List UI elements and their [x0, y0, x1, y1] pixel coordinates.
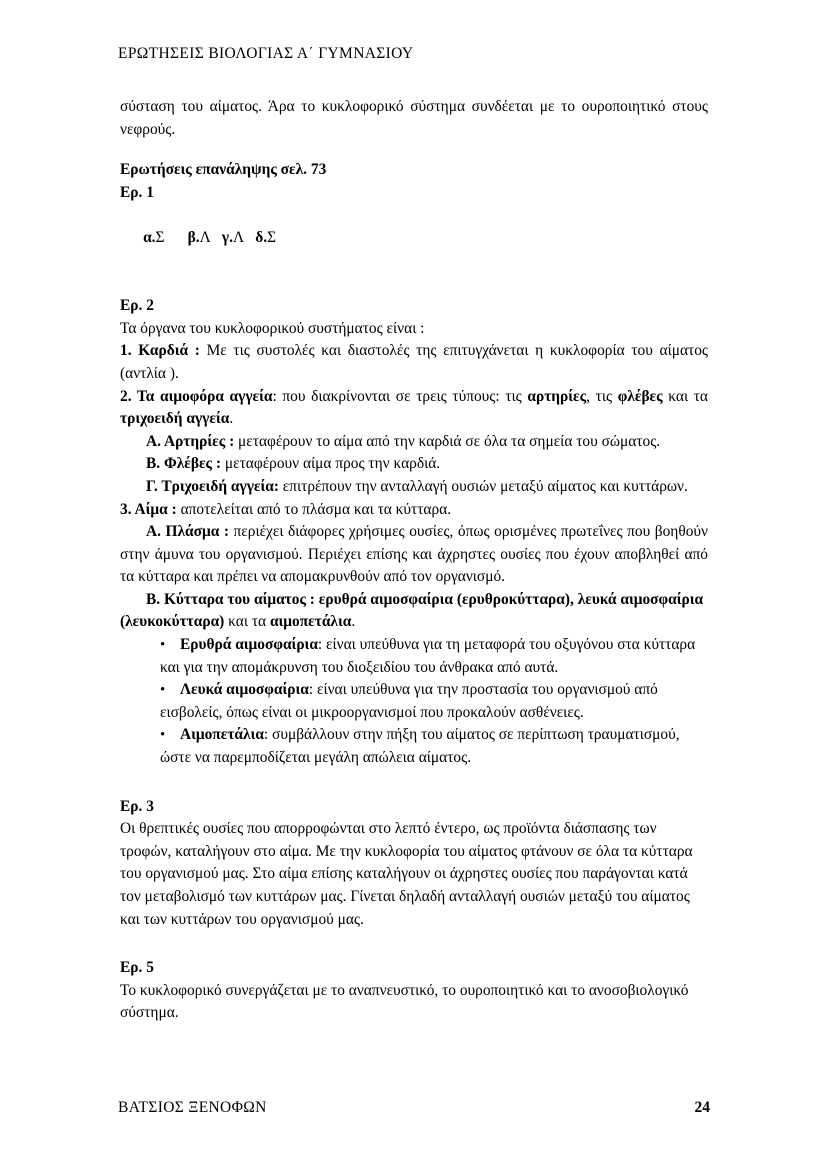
bullet-dot-icon: • [160, 682, 166, 699]
organ-item-vessels [120, 386, 708, 431]
spacer [120, 931, 708, 957]
section-title: Ερωτήσεις επανάληψης σελ. 73 [120, 161, 327, 179]
subitem-arteries-label: Α. Αρτηρίες : [146, 432, 235, 450]
organ-item-vessels-text-1: : που διακρίνονται σε τρεις τύπους: τις [272, 387, 528, 405]
organ-item-vessels-text-4: . [229, 410, 234, 428]
organ-item-heart-text: Με τις συστολές και διαστολές της επιτυγχάνεται η κυκλοφορία του αίματος (αντλία ). [120, 342, 709, 382]
bullet-dot-icon: • [160, 637, 166, 654]
subitem-veins-text: μεταφέρουν αίμα προς την καρδιά. [221, 455, 441, 473]
spacer [120, 272, 708, 295]
list-item [120, 724, 708, 769]
list-item-text: : είναι υπεύθυνα για την προστασία του οργανισμού από εισβολείς, όπως είναι οι μικροοργανισμοί που προκαλούν ασθένειες. [160, 681, 658, 721]
answer-value-b: Λ [199, 228, 211, 246]
question-2-lead: Τα όργανα του κυκλοφορικού συστήματος είναι : [120, 319, 425, 337]
question-3-label: Ερ. 3 [120, 797, 154, 815]
answer-value-g: Λ [232, 228, 244, 246]
subitem-plasma-text: περιέχει διάφορες χρήσιμες ουσίες, όπως ορισμένες πρωτεΐνες που βοηθούν στην άμυνα του οργανισμού. Περιέχει επίσης και άχρηστες ουσίες που έχουν αποβληθεί από τα κύτταρα και πρέπει να απομακρυνθούν από τον οργανισμό. [120, 523, 708, 586]
organ-item-heart-label: 1. Καρδιά : [120, 342, 200, 360]
subitem-blood-cells-label: Β. Κύτταρα του αίματος : ερυθρά αιμοσφαίρια (ερυθροκύτταρα), λευκά αιμοσφαίρια (λευκοκύτταρα) [120, 590, 704, 631]
question-2-label: Ερ. 2 [120, 297, 154, 315]
list-item-text: : είναι υπεύθυνα για τη μεταφορά του οξυγόνου στα κύτταρα και για την απομάκρυνση του διοξειδίου του άνθρακα από αυτά. [160, 636, 696, 676]
organ-item-blood-text: αποτελείται από το πλάσμα και τα κύτταρα. [176, 500, 452, 518]
subitem-blood-cells-text-1: και τα [224, 613, 270, 631]
list-item-label: Αιμοπετάλια [180, 726, 264, 744]
organ-item-vessels-arteries: αρτηρίες [527, 387, 587, 405]
blood-cells-bullet-list [120, 634, 708, 770]
subitem-veins-label: Β. Φλέβες : [146, 455, 222, 473]
intro-paragraph: σύσταση του αίματος. Άρα το κυκλοφορικό σύστημα συνδέεται με το ουροποιητικό στους νεφρούς. [120, 98, 708, 138]
page-footer [118, 1098, 710, 1118]
list-item-text: : συμβάλλουν στην πήξη του αίματος σε περίπτωση τραυματισμού, ώστε να παρεμποδίζεται μεγάλη απώλεια αίματος. [160, 726, 680, 767]
subitem-capillaries-label: Γ. Τριχοειδή αγγεία: [146, 477, 279, 495]
list-item-label: Ερυθρά αιμοσφαίρια [180, 636, 318, 654]
subitem-arteries [120, 431, 708, 454]
document-body [120, 96, 708, 1025]
answer-letter-a: α. [143, 228, 156, 246]
question-1-label: Ερ. 1 [120, 183, 154, 201]
subitem-capillaries [120, 476, 708, 499]
organ-item-vessels-label: 2. Τα αιμοφόρα αγγεία [120, 387, 273, 405]
subitem-veins [120, 453, 708, 476]
organ-item-vessels-text-2: , τις [586, 387, 618, 405]
subitem-arteries-text: μεταφέρουν το αίμα από την καρδιά σε όλα τα σημεία του σώματος. [234, 432, 661, 450]
organ-item-vessels-text-3: και τα [662, 387, 708, 405]
answer-letter-d: δ. [255, 228, 268, 246]
question-5-text: Το κυκλοφορικό συνεργάζεται με το αναπνευστικό, το ουροποιητικό και το ανοσοβιολογικό σύστημα. [120, 981, 689, 1022]
answer-letter-b: β. [187, 228, 200, 246]
footer-page-number: 24 [694, 1099, 710, 1116]
bullet-dot-icon: • [160, 727, 166, 744]
organ-item-vessels-capillaries: τριχοειδή αγγεία [120, 410, 230, 428]
organ-item-blood-label: 3. Αίμα : [120, 500, 177, 518]
organ-item-vessels-veins: φλέβες [617, 387, 663, 405]
organ-item-blood [120, 499, 708, 522]
answer-letter-g: γ. [221, 228, 233, 246]
subitem-blood-cells-text-2: . [351, 613, 356, 631]
subitem-plasma-label: Α. Πλάσμα : [146, 523, 229, 541]
answer-value-d: Σ [267, 228, 277, 246]
answer-value-a: Σ [155, 228, 165, 246]
question-1-answers [120, 204, 708, 272]
question-3-text: Οι θρεπτικές ουσίες που απορροφώνται στο λεπτό έντερο, ως προϊόντα διάσπασης των τροφών, καταλήγουν στο αίμα. Με την κυκλοφορία του αίματος φτάνουν σε όλα τα κύτταρα του οργανισμού μας. Στο αίμα επίσης καταλήγουν οι άχρηστες ουσίες που παράγονται κατά τον μεταβολισμό των κυττάρων μας. Γίνεται δηλαδή ανταλλαγή ουσιών μεταξύ του αίματος και των κυττάρων του οργανισμού μας. [120, 820, 693, 928]
subitem-plasma [120, 521, 708, 589]
list-item [120, 634, 708, 679]
spacer [120, 770, 708, 796]
subitem-capillaries-text: επιτρέπουν την ανταλλαγή ουσιών μεταξύ αίματος και κυττάρων. [278, 477, 688, 495]
subitem-blood-cells [120, 589, 708, 634]
running-header-title: ΕΡΩΤΗΣΕΙΣ ΒΙΟΛΟΓΙΑΣ Α΄ ΓΥΜΝΑΣΙΟΥ [118, 45, 414, 62]
list-item [120, 679, 708, 724]
list-item-label: Λευκά αιμοσφαίρια [180, 681, 309, 699]
footer-author: ΒΑΤΣΙΟΣ ΞΕΝΟΦΩΝ [118, 1099, 267, 1116]
question-5-label: Ερ. 5 [120, 959, 154, 977]
subitem-blood-cells-platelets: αιμοπετάλια [269, 613, 352, 631]
spacer [120, 141, 708, 159]
organ-item-heart [120, 340, 708, 385]
